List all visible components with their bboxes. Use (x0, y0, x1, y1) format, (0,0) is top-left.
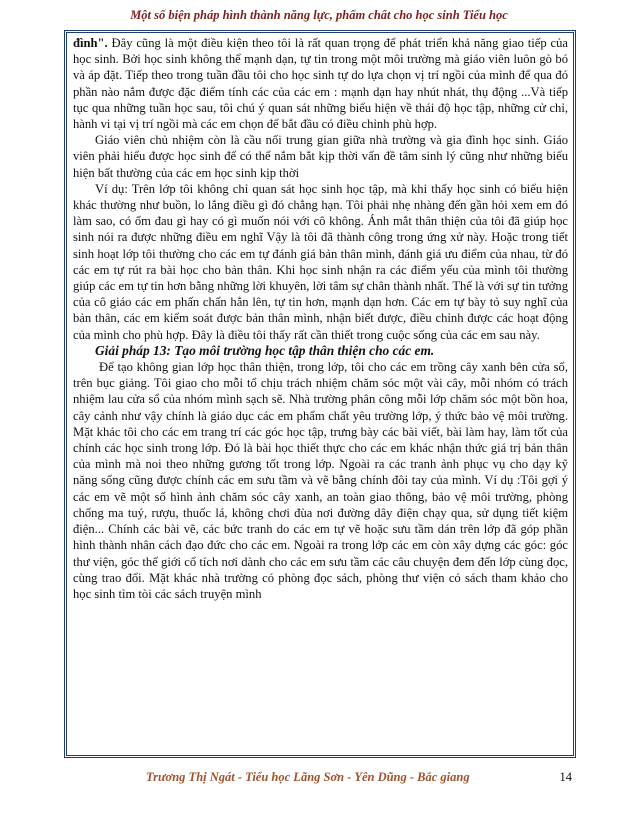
paragraph-2: Giáo viên chủ nhiệm còn là cầu nối trung gian giữa nhà trường và gia đình học sinh. Giáo viên phải hiểu được học sinh để có thể nắm bắt kịp thời vấn đề tâm sinh lý cũng như những biểu hiện bất thường của các em học sinh kịp thời (73, 133, 568, 180)
page-header: Một số biện pháp hình thành năng lực, phẩm chất cho học sinh Tiểu học (130, 8, 508, 22)
page-border-frame (64, 30, 576, 758)
footer-author: Trương Thị Ngát - Tiểu học Lãng Sơn - Yên Dũng - Bắc giang (146, 770, 470, 784)
document-body (67, 33, 573, 602)
paragraph-1 (73, 35, 568, 132)
paragraph-3: Ví dụ: Trên lớp tôi không chỉ quan sát học sinh học tập, mà khi thấy học sinh có biểu hiện khác thường như buồn, lo lắng điều gì đó chẳng hạn. Tôi phải nhẹ nhàng đến gần hỏi xem em đó làm sao, có ốm đau gì hay có gì muốn nói với cô không. Ánh mắt thân thiện của tôi đã giúp học sinh nói ra được những điều em nghĩ Vậy là tôi đã thành công trong ứng xử này. Hoặc trong tiết sinh hoạt lớp tôi thường cho các em tự đánh giá bản thân mình, đánh giá ưu điểm của nhau, từ đó các em tự rút ra bài học cho bản thân. Khi học sinh nhận ra các điểm yếu của mình tôi thường giúp các em tự tin hơn bằng những lời khuyên, lời tâm sự chân thành nhất. Thế là với sự tin tưởng của cô giáo các em phấn chấn hẳn lên, tự tin hơn, mạnh dạn hơn. Các em tự bày tỏ suy nghĩ của bản thân, các em kiểm soát được bản thân mình, nhận biết được, điều chỉnh được các hoạt động của mình cho phù hợp. Đây là điều tôi thấy rất cần thiết trong cuộc sống của các em sau này. (73, 181, 568, 342)
paragraph-4: Để tạo không gian lớp học thân thiện, trong lớp, tôi cho các em trồng cây xanh bên cửa sổ, trên bục giảng. Tôi giao cho mỗi tổ chịu trách nhiệm chăm sóc một vài cây, mỗi nhóm có trách nhiệm lau cửa sổ của nhóm mình sạch sẽ. Nhà trường phân công mỗi lớp chăm sóc một bồn hoa, cây cảnh như vậy chính là giáo dục các em phẩm chất yêu trường lớp, ý thức bảo vệ môi trường. Mặt khác tôi cho các em trang trí các góc học tập, trưng bày các bài viết, bài làm hay, làm tốt của chính các học sinh trong lớp. Đó là bài học thiết thực cho các em khác nhận thức giá trị bản thân của mình mà noi theo những gương tốt trong lớp. Ngoài ra các tranh ảnh phục vụ cho dạy kỹ năng sống cũng được chính các em sưu tầm và vẽ bằng chính đôi tay của mình. Ví dụ :Tôi gợi ý các em vẽ một số hình ảnh chăm sóc cây xanh, an toàn giao thông, bảo vệ môi trường, phòng chống ma tuý, rượu, thuốc lá, không chơi đùa nơi đường dây điện chạy qua, sử dụng tiết kiệm điện... Chính các bài vẽ, các bức tranh do các em tự vẽ hoặc sưu tầm dán trên lớp đã góp phần hình thành nhân cách đạo đức cho các em. Ngoài ra trong lớp các em còn xây dựng các góc: góc thư viện, góc thế giới cổ tích nơi dành cho các em sưu tầm các câu chuyện đem đến lớp cùng đọc, cùng trao đổi. Mặt khác nhà trường có phòng đọc sách, phòng thư viện có sách tham khảo cho học sinh tìm tòi các sách truyện mình (73, 360, 568, 601)
paragraph-1-text: Đây cũng là một điều kiện theo tôi là rất quan trọng để phát triển khả năng giao tiếp của học sinh. Bởi học sinh không thể mạnh dạn, tự tin trong một môi trường mà giáo viên luôn gò bó và áp đặt. Tiếp theo trong tuần đầu tôi cho học sinh tự do lựa chọn vị trí ngồi của mình để qua đó phần nào nắm được đặc điểm tính các của các em : mạnh dạn hay nhút nhát, thụ động ...Và tiếp tục qua những tuần học sau, tôi chú ý quan sát những biểu hiện về thái độ học tập, những cử chỉ, hành vi tại vị trí ngồi mà các em chọn để bắt đầu có điều chỉnh phù hợp. (73, 36, 568, 132)
paragraph-1-lead: đình". (73, 36, 108, 50)
page-number: 14 (559, 770, 572, 784)
section-heading: Giải pháp 13: Tạo môi trường học tập thân thiện cho các em. (95, 342, 435, 358)
